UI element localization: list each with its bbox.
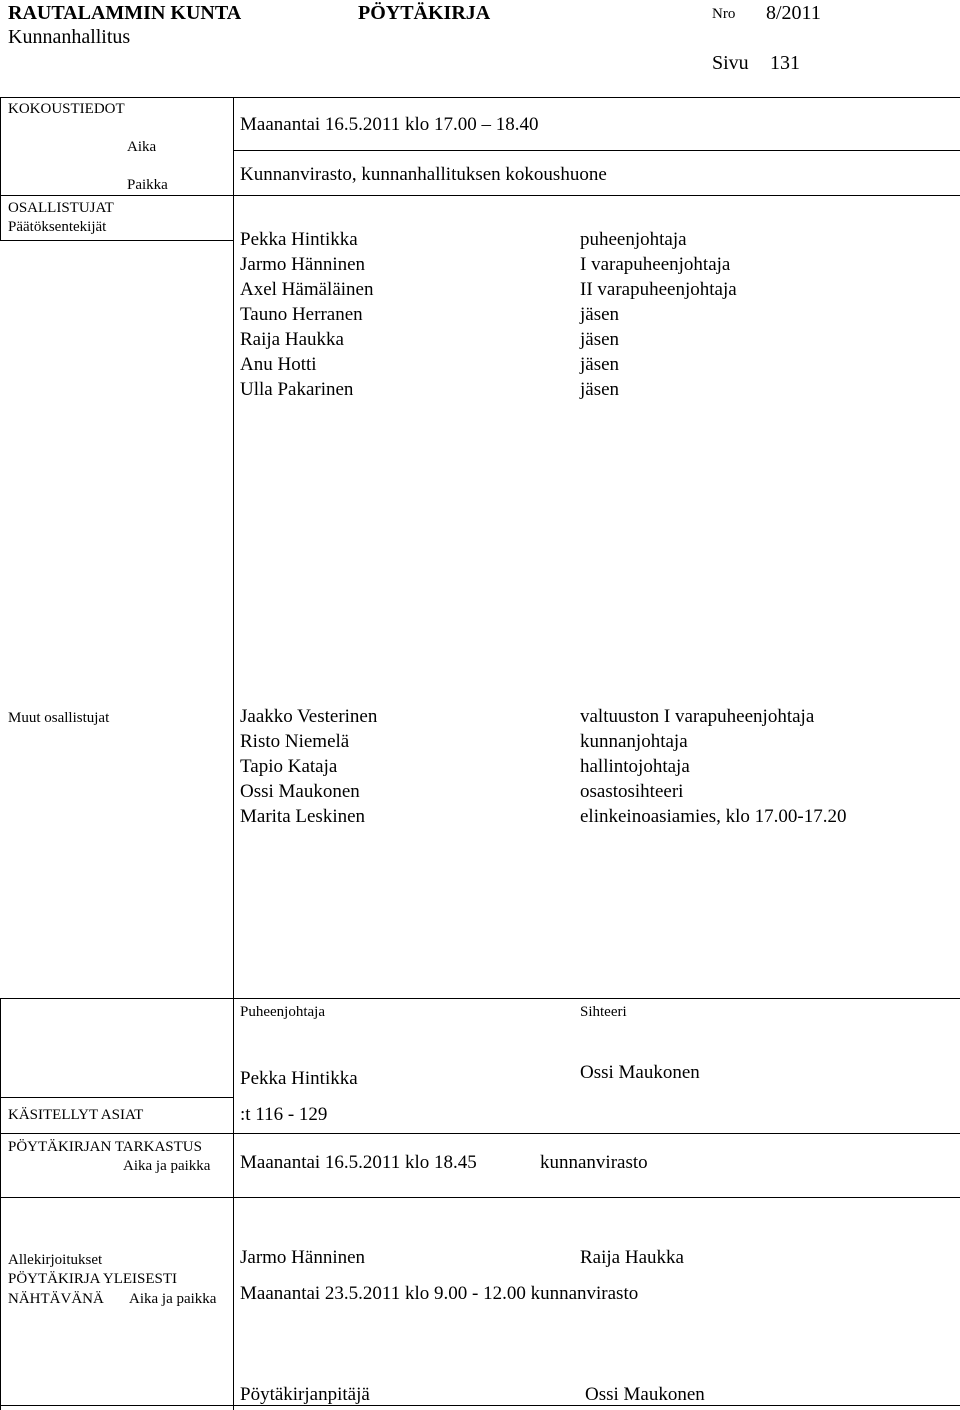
- other-name: Tapio Kataja: [240, 756, 338, 777]
- member-role: jäsen: [580, 379, 620, 400]
- number-label: Nro: [712, 6, 736, 22]
- member-name: Ulla Pakarinen: [240, 379, 354, 400]
- review-place: kunnanvirasto: [540, 1152, 648, 1173]
- member-name: Tauno Herranen: [240, 304, 363, 325]
- items-value: :t 116 - 129: [240, 1104, 328, 1125]
- others-roles: [580, 704, 846, 829]
- page-number: 131: [770, 52, 800, 74]
- member-role: II varapuheenjohtaja: [580, 279, 737, 300]
- reviewer-2-name: Raija Haukka: [580, 1247, 684, 1268]
- participants-bottom-rule: [0, 240, 233, 241]
- left-edge-bottom: [0, 998, 1, 1410]
- bottom-rule: [0, 1405, 960, 1406]
- secretary-name: Ossi Maukonen: [580, 1062, 700, 1083]
- left-edge-top: [0, 97, 1, 240]
- participants-label: OSALLISTUJAT: [8, 200, 114, 216]
- member-role: jäsen: [580, 304, 620, 325]
- member-name: Jarmo Hänninen: [240, 254, 366, 275]
- top-rule: [0, 97, 960, 98]
- keeper-name: Ossi Maukonen: [585, 1384, 705, 1405]
- review-bottom-rule: [0, 1197, 960, 1198]
- number-value: 8/2011: [766, 2, 821, 24]
- other-role: osastosihteeri: [580, 781, 684, 802]
- municipality-name: RAUTALAMMIN KUNTA: [8, 2, 242, 24]
- member-name: Anu Hotti: [240, 354, 317, 375]
- page-label: Sivu: [712, 52, 749, 74]
- other-role: valtuuston I varapuheenjohtaja: [580, 706, 815, 727]
- review-top-rule: [0, 1133, 960, 1134]
- place-label: Paikka: [127, 177, 168, 193]
- member-name: Axel Hämäläinen: [240, 279, 374, 300]
- other-name: Ossi Maukonen: [240, 781, 360, 802]
- time-underline: [233, 150, 960, 151]
- member-role: I varapuheenjohtaja: [580, 254, 731, 275]
- review-date: Maanantai 16.5.2011 klo 18.45: [240, 1152, 477, 1173]
- member-name: Pekka Hintikka: [240, 229, 358, 250]
- other-name: Risto Niemelä: [240, 731, 350, 752]
- meeting-time: Maanantai 16.5.2011 klo 17.00 – 18.40: [240, 114, 539, 135]
- reviewer-1-name: Jarmo Hänninen: [240, 1247, 366, 1268]
- items-label: KÄSITELLYT ASIAT: [8, 1107, 144, 1123]
- chair-label: Puheenjohtaja: [240, 1004, 325, 1020]
- other-name: Marita Leskinen: [240, 806, 366, 827]
- keeper-label: Pöytäkirjanpitäjä: [240, 1384, 370, 1405]
- place-underline: [233, 195, 960, 196]
- document-type: PÖYTÄKIRJA: [358, 2, 491, 24]
- chair-name: Pekka Hintikka: [240, 1068, 358, 1089]
- others-names: [240, 704, 377, 829]
- signoff-label: Allekirjoitukset: [8, 1252, 103, 1268]
- left-column-rule: [233, 97, 234, 1410]
- other-role: hallintojohtaja: [580, 756, 690, 777]
- meeting-place: Kunnanvirasto, kunnanhallituksen kokoushuone: [240, 164, 607, 185]
- member-role: jäsen: [580, 329, 620, 350]
- body-name: Kunnanhallitus: [8, 26, 131, 48]
- public-value: Maanantai 23.5.2011 klo 9.00 - 12.00 kunnanvirasto: [240, 1283, 639, 1304]
- signature-top-rule: [0, 998, 960, 999]
- member-role: puheenjohtaja: [580, 229, 687, 250]
- member-role: jäsen: [580, 354, 620, 375]
- public-sub-label: Aika ja paikka: [129, 1291, 217, 1307]
- meeting-divider: [0, 195, 233, 196]
- other-name: Jaakko Vesterinen: [240, 706, 378, 727]
- secretary-label: Sihteeri: [580, 1004, 627, 1020]
- public-label-line1: PÖYTÄKIRJA YLEISESTI: [8, 1271, 178, 1287]
- member-name: Raija Haukka: [240, 329, 344, 350]
- meeting-section-label: KOKOUSTIEDOT: [8, 101, 125, 117]
- members-names: [240, 227, 373, 402]
- other-participants-label: Muut osallistujat: [8, 710, 110, 726]
- items-top-rule: [0, 1097, 233, 1098]
- members-roles: [580, 227, 737, 402]
- review-sub-label: Aika ja paikka: [123, 1158, 211, 1174]
- other-role: elinkeinoasiamies, klo 17.00-17.20: [580, 806, 847, 827]
- other-role: kunnanjohtaja: [580, 731, 688, 752]
- time-label: Aika: [127, 139, 157, 155]
- decision-makers-label: Päätöksentekijät: [8, 219, 107, 235]
- review-label: PÖYTÄKIRJAN TARKASTUS: [8, 1139, 202, 1155]
- public-label-line2: NÄHTÄVÄNÄ: [8, 1291, 104, 1307]
